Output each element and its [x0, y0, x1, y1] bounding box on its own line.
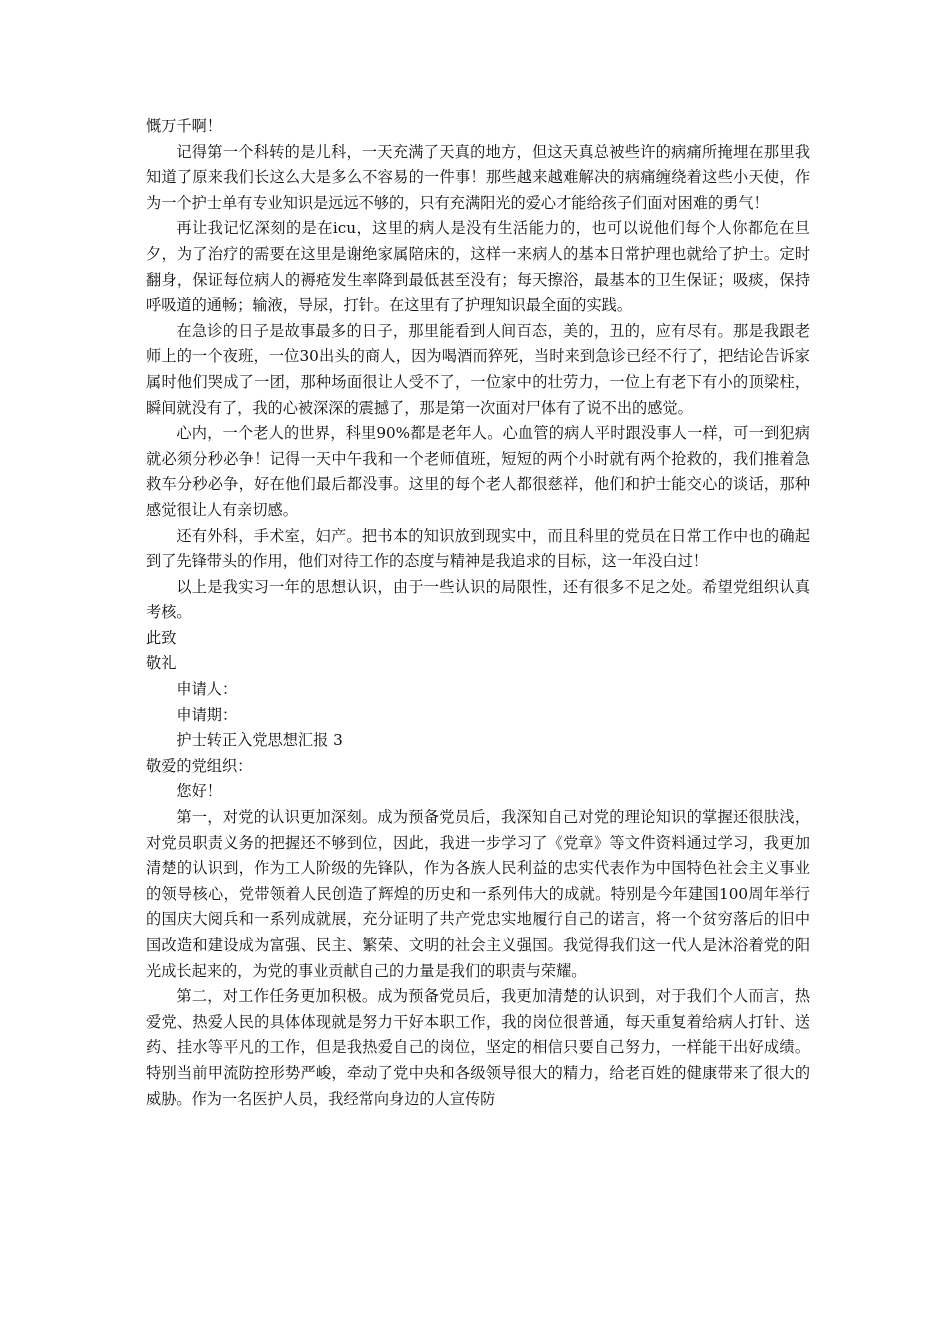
applicant-line: 申请人：	[176, 680, 238, 699]
paragraph-pediatrics: 记得第一个科转的是儿科，一天充满了天真的地方，但这天真总被些许的病痛所掩埋在那里我知道了原来我们长这么大是多么不容易的一件事！那些越来越难解决的病痛缠绕着这些小天使，作为一个护士单有专业知识是远远不够的，只有充满阳光的爱心才能给孩子们面对困难的勇气！	[146, 142, 810, 212]
paragraph-point-one: 第一，对党的认识更加深刻。成为预备党员后，我深知自己对党的理论知识的掌握还很肤浅，对党员职责义务的把握还不够到位，因此，我进一步学习了《党章》等文件资料通过学习，我更加清楚的认识到，作为工人阶级的先锋队，作为各族人民利益的忠实代表作为中国特色社会主义事业的领导核心，党带领着人民创造了辉煌的历史和一系列伟大的成就。特别是今年建国100周年举行的国庆大阅兵和一系列成就展，充分证明了共产党忠实地履行自己的诺言，将一个贫穷落后的旧中国改造和建设成为富强、民主、繁荣、文明的社会主义强国。我觉得我们这一代人是沐浴着党的阳光成长起来的，为党的事业贡献自己的力量是我们的职责与荣耀。	[146, 808, 810, 980]
application-date-line: 申请期：	[176, 705, 238, 724]
closing-salutation: 此致	[146, 628, 177, 647]
paragraph-emergency: 在急诊的日子是故事最多的日子，那里能看到人间百态，美的，丑的，应有尽有。那是我跟老师上的一个夜班，一位30出头的商人，因为喝酒而猝死，当时来到急诊已经不行了，把结论告诉家属时他们哭成了一团，那种场面很让人受不了，一位家中的壮劳力，一位上有老下有小的顶梁柱，瞬间就没有了，我的心被深深的震撼了，那是第一次面对尸体有了说不出的感觉。	[146, 321, 810, 417]
closing-regards: 敬礼	[146, 654, 177, 673]
letter-greeting: 您好！	[176, 782, 222, 801]
paragraph-icu: 再让我记忆深刻的是在icu，这里的病人是没有生活能力的，也可以说他们每个人你都危在旦夕，为了治疗的需要在这里是谢绝家属陪床的，这样一来病人的基本日常护理也就给了护士。定时翻身，保证每位病人的褥疮发生率降到最低甚至没有；每天擦浴，最基本的卫生保证；吸痰，保持呼吸道的通畅；输液，导尿，打针。在这里有了护理知识最全面的实践。	[146, 219, 810, 315]
paragraph-cardiology: 心内，一个老人的世界，科里90%都是老年人。心血管的病人平时跟没事人一样，可一到犯病就必须分秒必争！记得一天中午我和一个老师值班，短短的两个小时就有两个抢救的，我们推着急救车分秒必争，好在他们最后都没事。这里的每个老人都很慈祥，他们和护士能交心的谈话，那种感觉很让人有亲切感。	[146, 424, 810, 519]
paragraph-opening-fragment: 慨万千啊！	[146, 117, 222, 135]
section-title: 护士转正入党思想汇报 3	[176, 731, 343, 750]
paragraph-conclusion: 以上是我实习一年的思想认识，由于一些认识的局限性，还有很多不足之处。希望党组织认真考核。	[146, 577, 810, 622]
letter-addressee: 敬爱的党组织：	[146, 756, 253, 775]
paragraph-point-two: 第二，对工作任务更加积极。成为预备党员后，我更加清楚的认识到，对于我们个人而言，热爱党、热爱人民的具体体现就是努力干好本职工作，我的岗位很普通，每天重复着给病人打针、送药、挂水等平凡的工作，但是我热爱自己的岗位，坚定的相信只要自己努力，一样能干出好成绩。特别当前甲流防控形势严峻，牵动了党中央和各级领导很大的精力，给老百姓的健康带来了很大的威胁。作为一名医护人员，我经常向身边的人宣传防	[146, 987, 810, 1108]
paragraph-surgery: 还有外科，手术室，妇产。把书本的知识放到现实中，而且科里的党员在日常工作中也的确起到了先锋带头的作用，他们对待工作的态度与精神是我追求的目标，这一年没白过！	[146, 526, 810, 571]
document-body	[146, 114, 810, 1112]
